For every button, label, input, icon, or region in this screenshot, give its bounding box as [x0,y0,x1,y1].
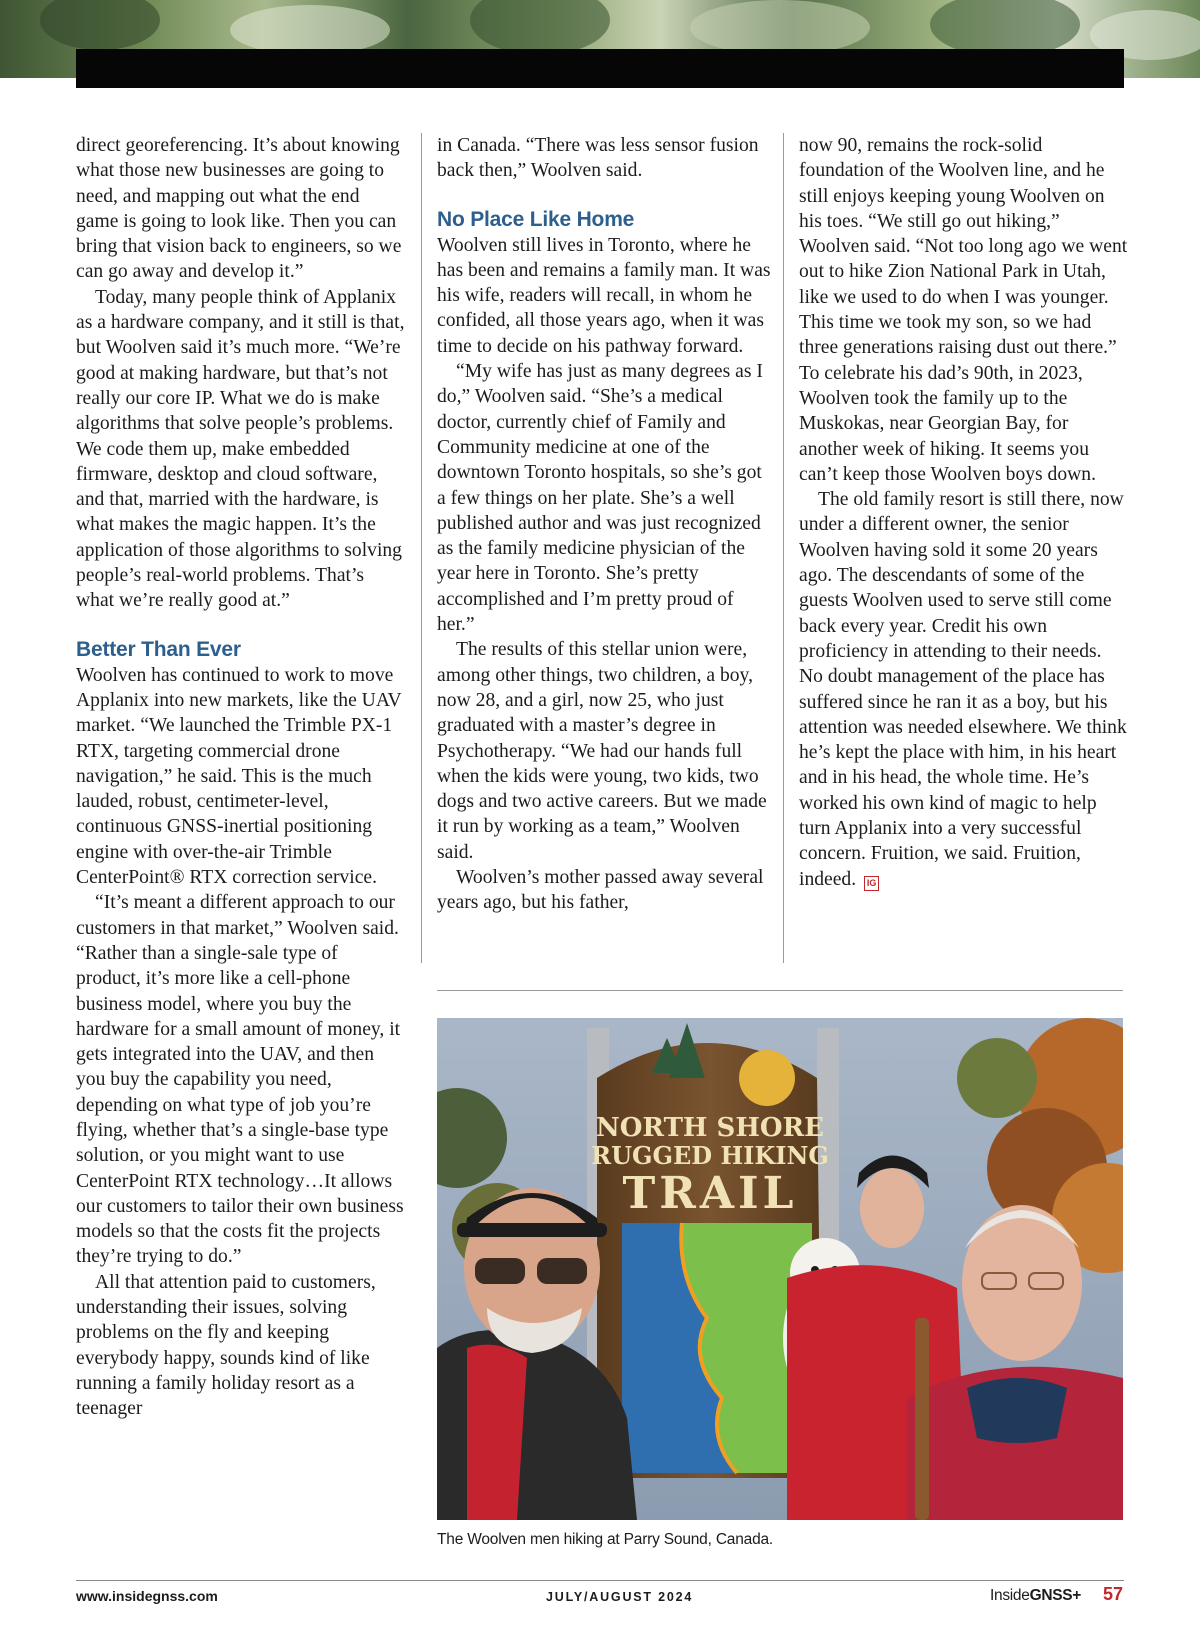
paragraph: Woolven still lives in Toronto, where he has been and remains a family man. It was his wife, readers will recall, in whom he confided, all those years ago, when it was time to decide on his pathway forward. [437,234,771,357]
hikers-photo [437,1018,1123,1520]
brand-gnss-text: GNSS+ [1029,1587,1082,1604]
article-column-2 [437,133,772,916]
header-black-bar [76,49,1124,88]
footer-website-link[interactable]: www.insidegnss.com [76,1588,218,1604]
paragraph: direct georeferencing. It’s about knowing what those new businesses are going to need, and mapping out what the end game is going to look like. Then you can bring that vision back to engineers, so we can go away and develop it.” [76,135,402,283]
brand-inside-text: Inside [990,1587,1030,1604]
paragraph: “It’s meant a different approach to our customers in that market,” Woolven said. “Rather than a single-sale type of product, it’s more like a cell-phone business model, where you buy the hardware for a small amount of money, it gets integrated into the UAV, and then you buy the capability you need, depending on what type of job you’re flying, whether that’s a single-base type solution, or you might want to use CenterPoint RTX technology…It allows our customers to tailor their own business models so that the costs fit the projects they’re trying to do.” [76,892,404,1268]
paragraph-text: The old family resort is still there, now under a different owner, the senior Woolven having sold it some 20 years ago. The descendants of some of the guests Woolven used to serve still come back every year. Credit his own proficiency in attending to their needs. No doubt management of the place has suffered since he ran it as a boy, but his attention was needed elsewhere. We think he’s kept the place with him, in his heart and in his head, the whole time. He’s worked his own kind of magic to help turn Applanix into a very successful concern. Fruition, we said. Fruition, indeed. [799,489,1127,890]
sign-text-line3: TRAIL [622,1168,798,1219]
footer-issue-date: JULY/AUGUST 2024 [546,1590,694,1604]
photo-caption: The Woolven men hiking at Parry Sound, Canada. [437,1531,774,1548]
photo-top-rule [437,990,1123,991]
paragraph [799,487,1129,892]
paragraph: Woolven’s mother passed away several years ago, but his father, [437,867,764,914]
sign-text-line2: RUGGED HIKING [591,1141,829,1170]
hikers-photo-illustration [437,1018,1123,1520]
paragraph: now 90, remains the rock-solid foundation of the Woolven line, and he still enjoys keeping young Woolven on his toes. “We still go out hiking,” Woolven said. “Not too long ago we went out to hike Zion National Park in Utah, like we used to do when I was younger. This time we took my son, so we had three generations raising dust out there.” To celebrate his dad’s 90th, in 2023, Woolven took the family up to the Muskokas, near Georgian Bay, for another week of hiking. It seems you can’t keep those Woolven boys down. [799,135,1128,485]
paragraph: All that attention paid to customers, understanding their issues, solving problems on the fly and keeping everybody happy, sounds kind of like running a family holiday resort as a teenager [76,1271,376,1420]
article-column-1 [76,133,406,1422]
column-divider [783,133,784,963]
paragraph: in Canada. “There was less sensor fusion back then,” Woolven said. [437,135,759,182]
sign-text-line1: NORTH SHORE [596,1113,824,1143]
section-heading: No Place Like Home [437,207,635,231]
paragraph: “My wife has just as many degrees as I do,” Woolven said. “She’s a medical doctor, currently chief of Family and Community medicine at one of the downtown Toronto hospitals, so she’s got a few things on her plate. She’s a well published author and was just recognized as the family medicine physician of the year here in Toronto. She’s pretty accomplished and I’m pretty proud of her.” [437,361,763,636]
paragraph: Today, many people think of Applanix as a hardware company, and it still is that, but Woolven said it’s much more. “We’re good at making hardware, but that’s not really our core IP. What we do is make algorithms that solve people’s problems. We code them up, make embedded firmware, desktop and cloud software, and that, married with the hardware, is what makes the magic happen. It’s the application of those algorithms to solving people’s real-world problems. That’s what we’re really good at.” [76,286,405,612]
section-heading: Better Than Ever [76,637,241,661]
footer-brand-logo [990,1587,1081,1605]
paragraph: The results of this stellar union were, among other things, two children, a boy, now 28, and a girl, now 25, who just graduated with a master’s degree in Psychotherapy. “We had our hands full when the kids were young, two kids, two dogs and two active careers. But we made it run by working as a team,” Woolven said. [437,639,767,863]
article-column-3 [799,133,1129,892]
column-divider [421,133,422,963]
paragraph: Woolven has continued to work to move Applanix into new markets, like the UAV market. “We launched the Trimble PX-1 RTX, targeting commercial drone navigation,” he said. This is the much lauded, robust, centimeter-level, continuous GNSS-inertial positioning engine with over-the-air Trimble CenterPoint® RTX correction service. [76,664,402,889]
end-of-article-mark: IG [864,876,879,891]
footer-rule [76,1580,1124,1581]
page-number: 57 [1103,1584,1124,1604]
